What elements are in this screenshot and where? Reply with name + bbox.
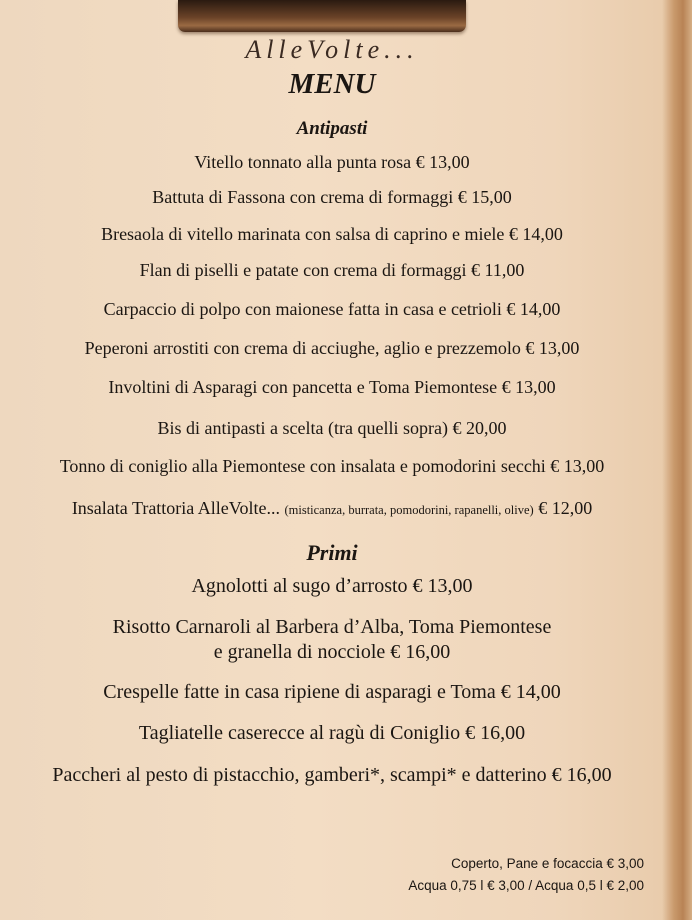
antipasto-item: Bresaola di vitello marinata con salsa di caprino e miele € 14,00 bbox=[101, 224, 563, 244]
paper-edge bbox=[662, 0, 692, 920]
insalata-name: Insalata Trattoria AlleVolte... bbox=[71, 498, 280, 518]
clipboard-clip bbox=[178, 0, 466, 32]
insalata-ingredients: (misticanza, burrata, pomodorini, rapanelli, olive) bbox=[284, 503, 534, 517]
insalata-price: € 12,00 bbox=[538, 498, 593, 518]
primo-item: Risotto Carnaroli al Barbera d’Alba, Toma Piemontese bbox=[112, 616, 552, 638]
primo-item: Paccheri al pesto di pistacchio, gamberi*, scampi* e datterino € 16,00 bbox=[52, 764, 612, 786]
primo-item: Crespelle fatte in casa ripiene di asparagi e Toma € 14,00 bbox=[103, 681, 561, 703]
cover-charge: Coperto, Pane e focaccia € 3,00 bbox=[451, 856, 644, 871]
antipasti-heading: Antipasti bbox=[296, 118, 368, 139]
primo-item: Tagliatelle caserecce al ragù di Coniglio € 16,00 bbox=[138, 722, 526, 744]
primi-heading: Primi bbox=[306, 540, 358, 565]
antipasto-item: Tonno di coniglio alla Piemontese con insalata e pomodorini secchi € 13,00 bbox=[59, 456, 605, 476]
antipasto-item: Carpaccio di polpo con maionese fatta in casa e cetrioli € 14,00 bbox=[103, 299, 561, 319]
primo-item-continued: e granella di nocciole € 16,00 bbox=[213, 641, 451, 663]
primo-item: Agnolotti al sugo d’arrosto € 13,00 bbox=[191, 575, 473, 597]
antipasto-item: Involtini di Asparagi con pancetta e Toma Piemontese € 13,00 bbox=[108, 377, 556, 397]
antipasto-item: Vitello tonnato alla punta rosa € 13,00 bbox=[194, 152, 470, 172]
antipasto-item: Peperoni arrostiti con crema di acciughe, aglio e prezzemolo € 13,00 bbox=[84, 338, 580, 358]
menu-title: MENU bbox=[288, 68, 376, 100]
antipasto-item: Flan di piselli e patate con crema di formaggi € 11,00 bbox=[139, 260, 525, 280]
antipasto-item: Battuta di Fassona con crema di formaggi € 15,00 bbox=[152, 187, 512, 207]
antipasto-item: Bis di antipasti a scelta (tra quelli sopra) € 20,00 bbox=[157, 418, 507, 438]
water-prices: Acqua 0,75 l € 3,00 / Acqua 0,5 l € 2,00 bbox=[408, 878, 644, 893]
antipasto-item-insalata bbox=[0, 498, 664, 519]
restaurant-brand: AlleVolte... bbox=[245, 35, 419, 64]
